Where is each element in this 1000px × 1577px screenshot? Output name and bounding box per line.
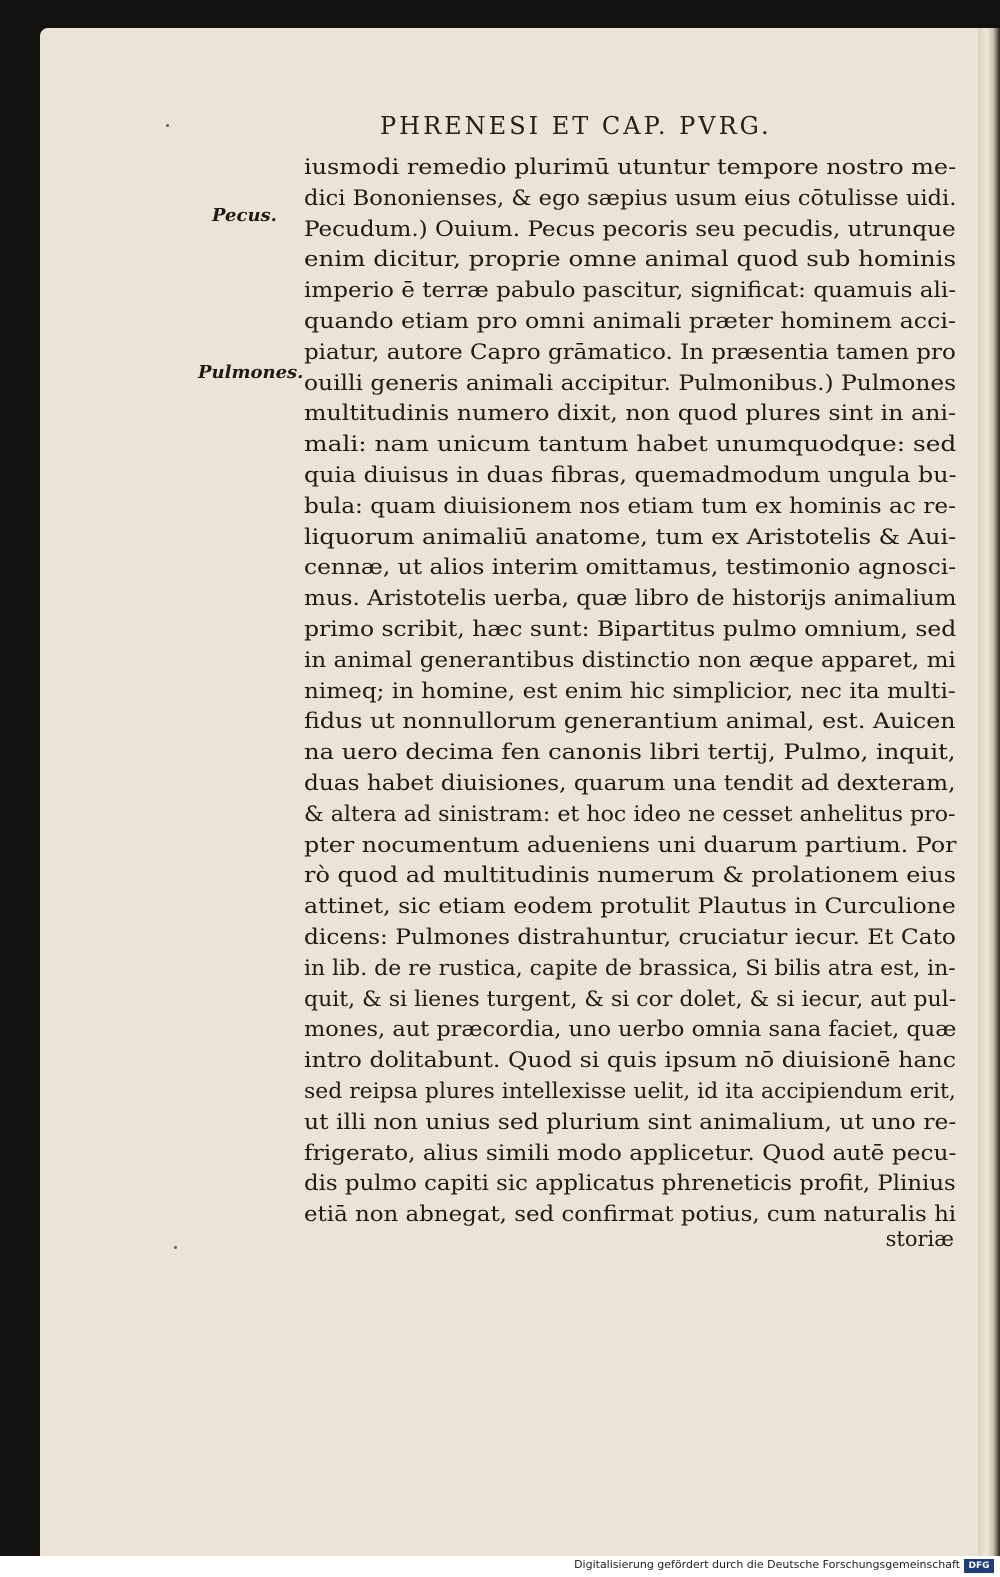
- marginal-note-pulmones: Pulmones.: [198, 362, 304, 383]
- text-line: bula: quam diuisionem nos etiam tum ex hominis ac re-: [304, 493, 956, 518]
- text-line: mali: nam unicum tantum habet unumquodque: sed: [304, 432, 957, 457]
- marginal-note-pecus: Pecus.: [212, 205, 277, 226]
- text-line: rò quod ad multitudinis numerum & prolationem eius: [304, 863, 956, 888]
- text-line: enim dicitur, proprie omne animal quod sub hominis: [304, 247, 957, 272]
- text-line: dicens: Pulmones distrahuntur, cruciatur iecur. Et Cato: [304, 924, 956, 949]
- text-line: frigerato, alius simili modo applicetur. Quod autē pecu-: [304, 1140, 957, 1165]
- text-line: cennæ, ut alios interim omittamus, testimonio agnosci-: [304, 555, 957, 580]
- footer-bar: [0, 1556, 1000, 1577]
- paper-speck: [166, 124, 169, 127]
- text-line: ouilli generis animali accipitur. Pulmonibus.) Pulmones: [304, 370, 957, 395]
- text-line: fidus ut nonnullorum generantium animal, est. Auicen: [304, 709, 956, 734]
- text-line: & altera ad sinistram: et hoc ideo ne cesset anhelitus pro-: [304, 801, 956, 826]
- body-text: [304, 152, 956, 1230]
- catchword: storiæ: [885, 1227, 954, 1251]
- text-line: nimeq; in homine, est enim hic simplicior, nec ita multi-: [304, 678, 956, 703]
- text-line: dici Bononienses, & ego sæpius usum eius cōtulisse uidi.: [304, 185, 957, 210]
- text-line: attinet, sic etiam eodem protulit Plautus in Curculione: [304, 894, 956, 919]
- text-line: imperio ē terræ pabulo pascitur, significat: quamuis ali-: [304, 278, 957, 303]
- text-line: duas habet diuisiones, quarum una tendit ad dexteram,: [304, 770, 956, 795]
- text-line: ut illi non unius sed plurium sint animalium, ut uno re-: [304, 1109, 957, 1134]
- text-line: dis pulmo capiti sic applicatus phreneticis profit, Plinius: [304, 1171, 956, 1196]
- paper-speck: [174, 1246, 177, 1249]
- text-line: na uero decima fen canonis libri tertij, Pulmo, inquit,: [304, 740, 956, 765]
- text-line: mus. Aristotelis uerba, quæ libro de historijs animalium: [304, 586, 957, 611]
- funding-credit: Digitalisierung gefördert durch die Deutsche Forschungsgemeinschaft: [574, 1558, 960, 1571]
- text-line: primo scribit, hæc sunt: Bipartitus pulmo omnium, sed: [304, 616, 957, 641]
- dfg-logo: DFG: [964, 1559, 994, 1573]
- text-line: pter nocumentum adueniens uni duarum partium. Por: [304, 832, 957, 857]
- text-line: in lib. de re rustica, capite de brassica, Si bilis atra est, in-: [304, 955, 956, 980]
- text-line: multitudinis numero dixit, non quod plures sint in ani-: [304, 401, 956, 426]
- text-line: liquorum animaliū anatome, tum ex Aristotelis & Aui-: [304, 524, 957, 549]
- text-line: etiā non abnegat, sed confirmat potius, cum naturalis hi: [304, 1202, 957, 1227]
- text-line: Pecudum.) Ouium. Pecus pecoris seu pecudis, utrunque: [304, 216, 956, 241]
- text-line: in animal generantibus distinctio non æque apparet, mi: [304, 647, 956, 672]
- text-line: intro dolitabunt. Quod si quis ipsum nō diuisionē hanc: [304, 1048, 956, 1073]
- text-line: quando etiam pro omni animali præter hominem acci-: [304, 308, 957, 333]
- text-line: iusmodi remedio plurimū utuntur tempore nostro me-: [304, 155, 957, 179]
- text-line: piatur, autore Capro grāmatico. In præsentia tamen pro: [304, 339, 956, 364]
- text-line: sed reipsa plures intellexisse uelit, id ita accipiendum erit,: [304, 1078, 956, 1103]
- text-line: quit, & si lienes turgent, & si cor dolet, & si iecur, aut pul-: [304, 986, 957, 1011]
- text-line: mones, aut præcordia, uno uerbo omnia sana faciet, quæ: [304, 1017, 957, 1042]
- running-head: PHRENESI ET CAP. PVRG.: [380, 112, 772, 140]
- text-line: quia diuisus in duas fibras, quemadmodum ungula bu-: [304, 462, 957, 487]
